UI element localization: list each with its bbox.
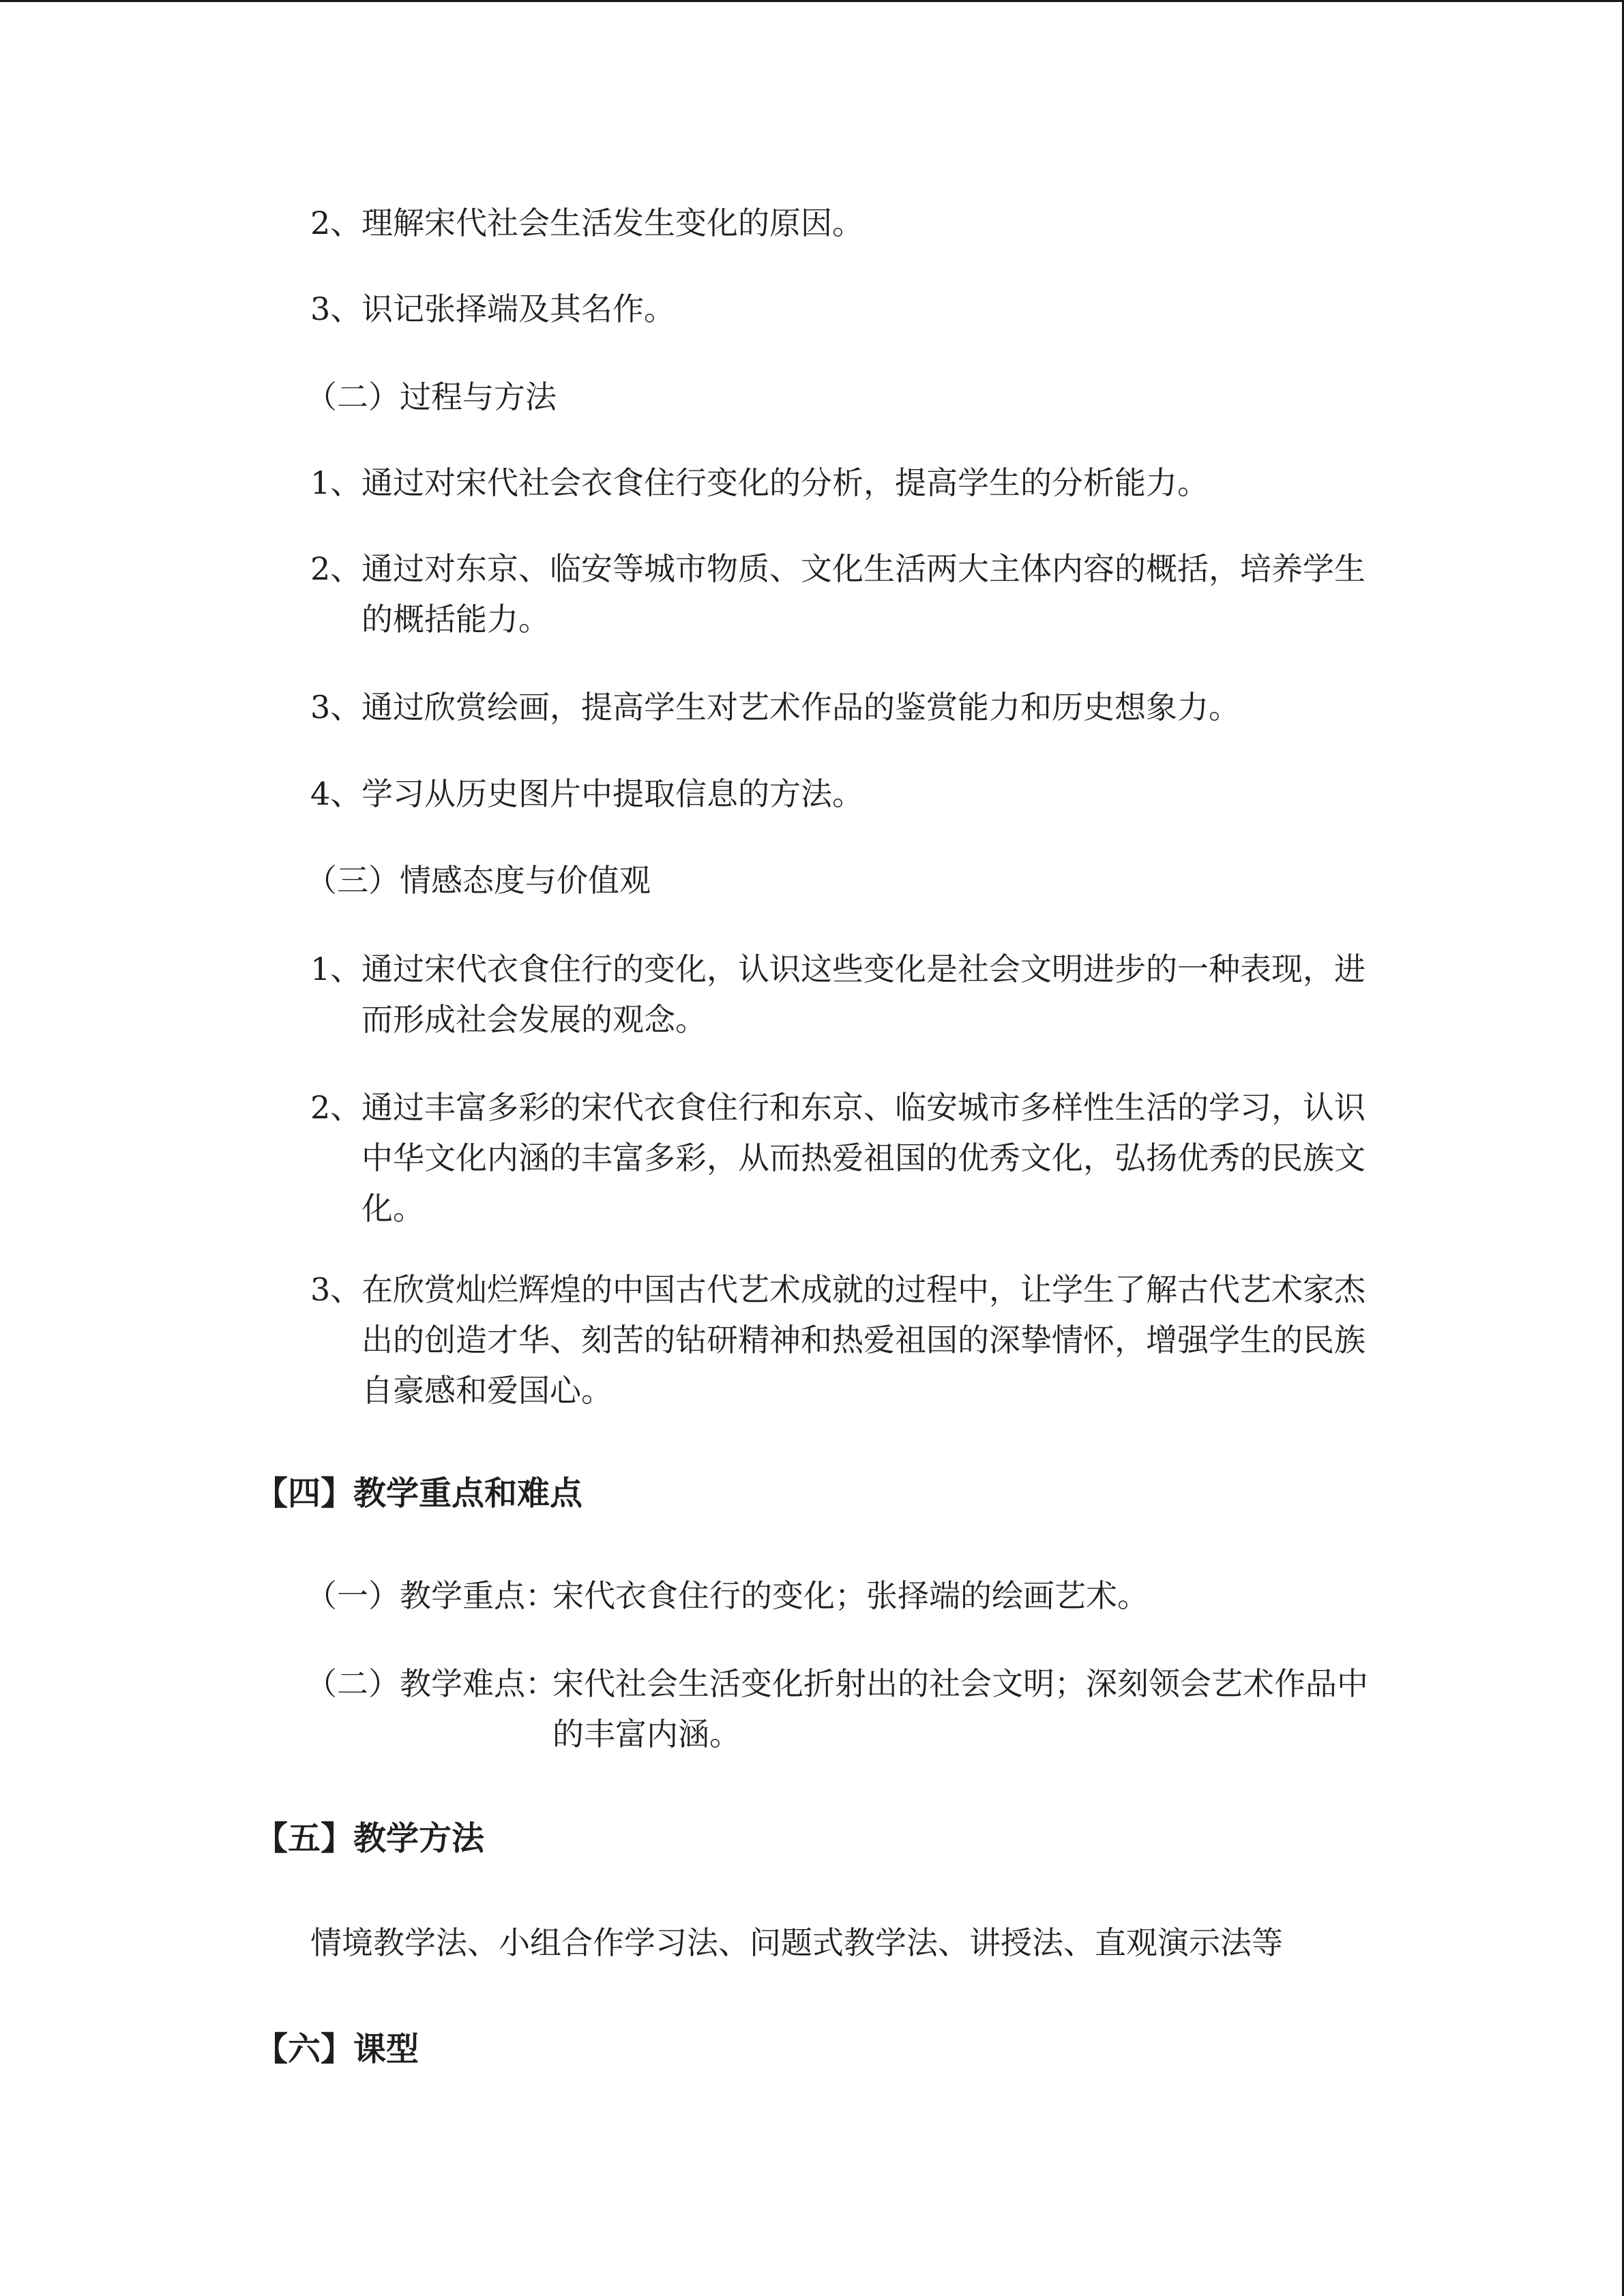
subheading-emotion-values: （三）情感态度与价值观 bbox=[306, 862, 651, 899]
page-border-top bbox=[0, 0, 1624, 2]
section-heading-teaching-methods: 【五】教学方法 bbox=[255, 1819, 485, 1858]
section-heading-key-points: 【四】教学重点和难点 bbox=[255, 1474, 583, 1512]
teaching-methods-text: 情境教学法、小组合作学习法、问题式教学法、讲授法、直观演示法等 bbox=[310, 1924, 1283, 1961]
section-heading-lesson-type: 【六】课型 bbox=[255, 2030, 419, 2068]
subheading-process-methods: （二）过程与方法 bbox=[306, 378, 557, 415]
